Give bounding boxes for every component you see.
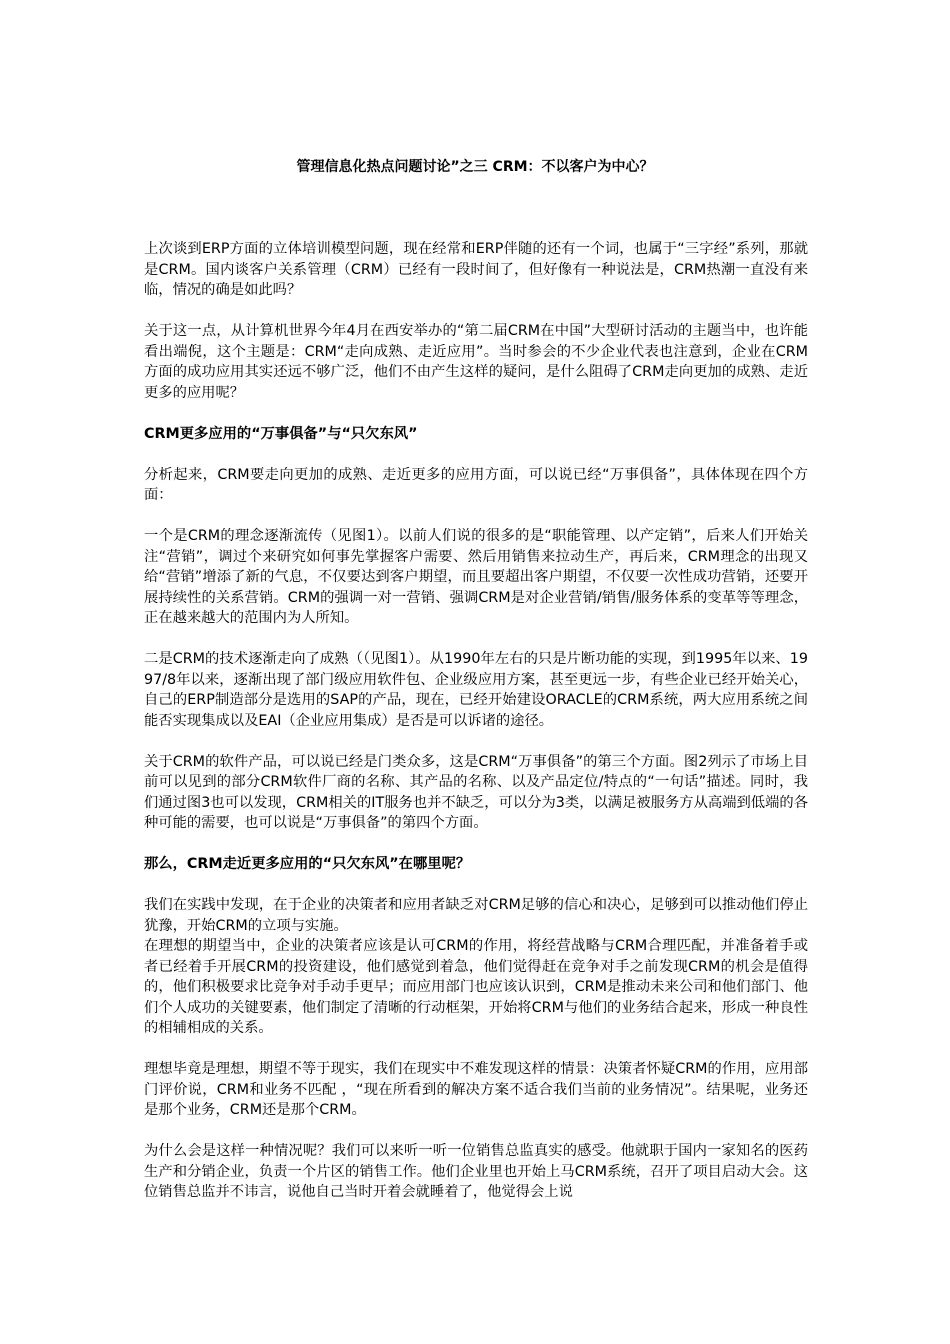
paragraph: 我们在实践中发现，在于企业的决策者和应用者缺乏对CRM足够的信心和决心，足够到可以推动他们停止犹豫，开始CRM的立项与实施。 <box>144 897 808 934</box>
document-title: 管理信息化热点问题讨论”之三 CRM：不以客户为中心？ <box>296 159 654 175</box>
paragraph: 一个是CRM的理念逐渐流传（见图1）。以前人们说的很多的是“职能管理、以产定销”，后来人们开始关注“营销”，调过个来研究如何事先掌握客户需要、然后用销售来拉动生产，再后来，CRM理念的出现又给“营销”增添了新的气息，不仅要达到客户期望，而且要超出客户期望，不仅要一次性成功营销，还要开展持续性的关系营销。CRM的强调一对一营销、强调CRM是对企业营销/销售/服务体系的变革等等理念，正在越来越大的范围内为人所知。 <box>144 528 808 626</box>
paragraph: 二是CRM的技术逐渐走向了成熟（（见图1）。从1990年左右的只是片断功能的实现，到1995年以来、1997/8年以来，逐渐出现了部门级应用软件包、企业级应用方案，甚至更远一步，有些企业已经开始关心，自己的ERP制造部分是选用的SAP的产品，现在，已经开始建设ORACLE的CRM系统，两大应用系统之间能否实现集成以及EAI（企业应用集成）是否是可以诉诸的途径。 <box>144 651 808 729</box>
paragraph: 为什么会是这样一种情况呢？我们可以来听一听一位销售总监真实的感受。他就职于国内一家知名的医药生产和分销企业，负责一个片区的销售工作。他们企业里也开始上马CRM系统，召开了项目启动大会。这位销售总监并不讳言，说他自己当时开着会就睡着了，他觉得会上说 <box>144 1143 808 1200</box>
paragraph: 上次谈到ERP方面的立体培训模型问题，现在经常和ERP伴随的还有一个词，也属于“三字经”系列，那就是CRM。国内谈客户关系管理（CRM）已经有一段时间了，但好像有一种说法是，CRM热潮一直没有来临，情况的确是如此吗？ <box>144 241 808 298</box>
paragraph: 关于这一点，从计算机世界今年4月在西安举办的“第二届CRM在中国”大型研讨活动的主题当中，也许能看出端倪，这个主题是：CRM“走向成熟、走近应用”。当时参会的不少企业代表也注意到，企业在CRM方面的成功应用其实还远不够广泛，他们不由产生这样的疑问，是什么阻碍了CRM走向更加的成熟、走近更多的应用呢？ <box>144 323 808 401</box>
section-heading: CRM更多应用的“万事俱备”与“只欠东风” <box>144 425 418 442</box>
paragraph: 理想毕竟是理想，期望不等于现实，我们在现实中不难发现这样的情景：决策者怀疑CRM的作用，应用部门评价说，CRM和业务不匹配 ，“现在所看到的解决方案不适合我们当前的业务情况”。结果呢，业务还是那个业务，CRM还是那个CRM。 <box>144 1061 808 1118</box>
paragraph: 分析起来，CRM要走向更加的成熟、走近更多的应用方面，可以说已经“万事俱备”，具体体现在四个方面： <box>144 466 808 503</box>
section-heading: 那么，CRM走近更多应用的“只欠东风”在哪里呢？ <box>144 856 471 872</box>
document-body <box>144 239 808 1223</box>
paragraph: 在理想的期望当中，企业的决策者应该是认可CRM的作用，将经营战略与CRM合理匹配，并准备着手或者已经着手开展CRM的投资建设，他们感觉到着急，他们觉得赶在竞争对手之前发现CRM的机会是值得的，他们积极要求比竞争对手动手更早；而应用部门也应该认识到，CRM是推动未来公司和他们部门、他们个人成功的关键要素，他们制定了清晰的行动框架，开始将CRM与他们的业务结合起来，形成一种良性的相辅相成的关系。 <box>144 938 808 1036</box>
paragraph: 关于CRM的软件产品，可以说已经是门类众多，这是CRM“万事俱备”的第三个方面。图2列示了市场上目前可以见到的部分CRM软件厂商的名称、其产品的名称、以及产品定位/特点的“一句话”描述。同时，我们通过图3也可以发现，CRM相关的IT服务也并不缺乏，可以分为3类，以满足被服务方从高端到低端的各种可能的需要，也可以说是“万事俱备”的第四个方面。 <box>144 753 808 831</box>
